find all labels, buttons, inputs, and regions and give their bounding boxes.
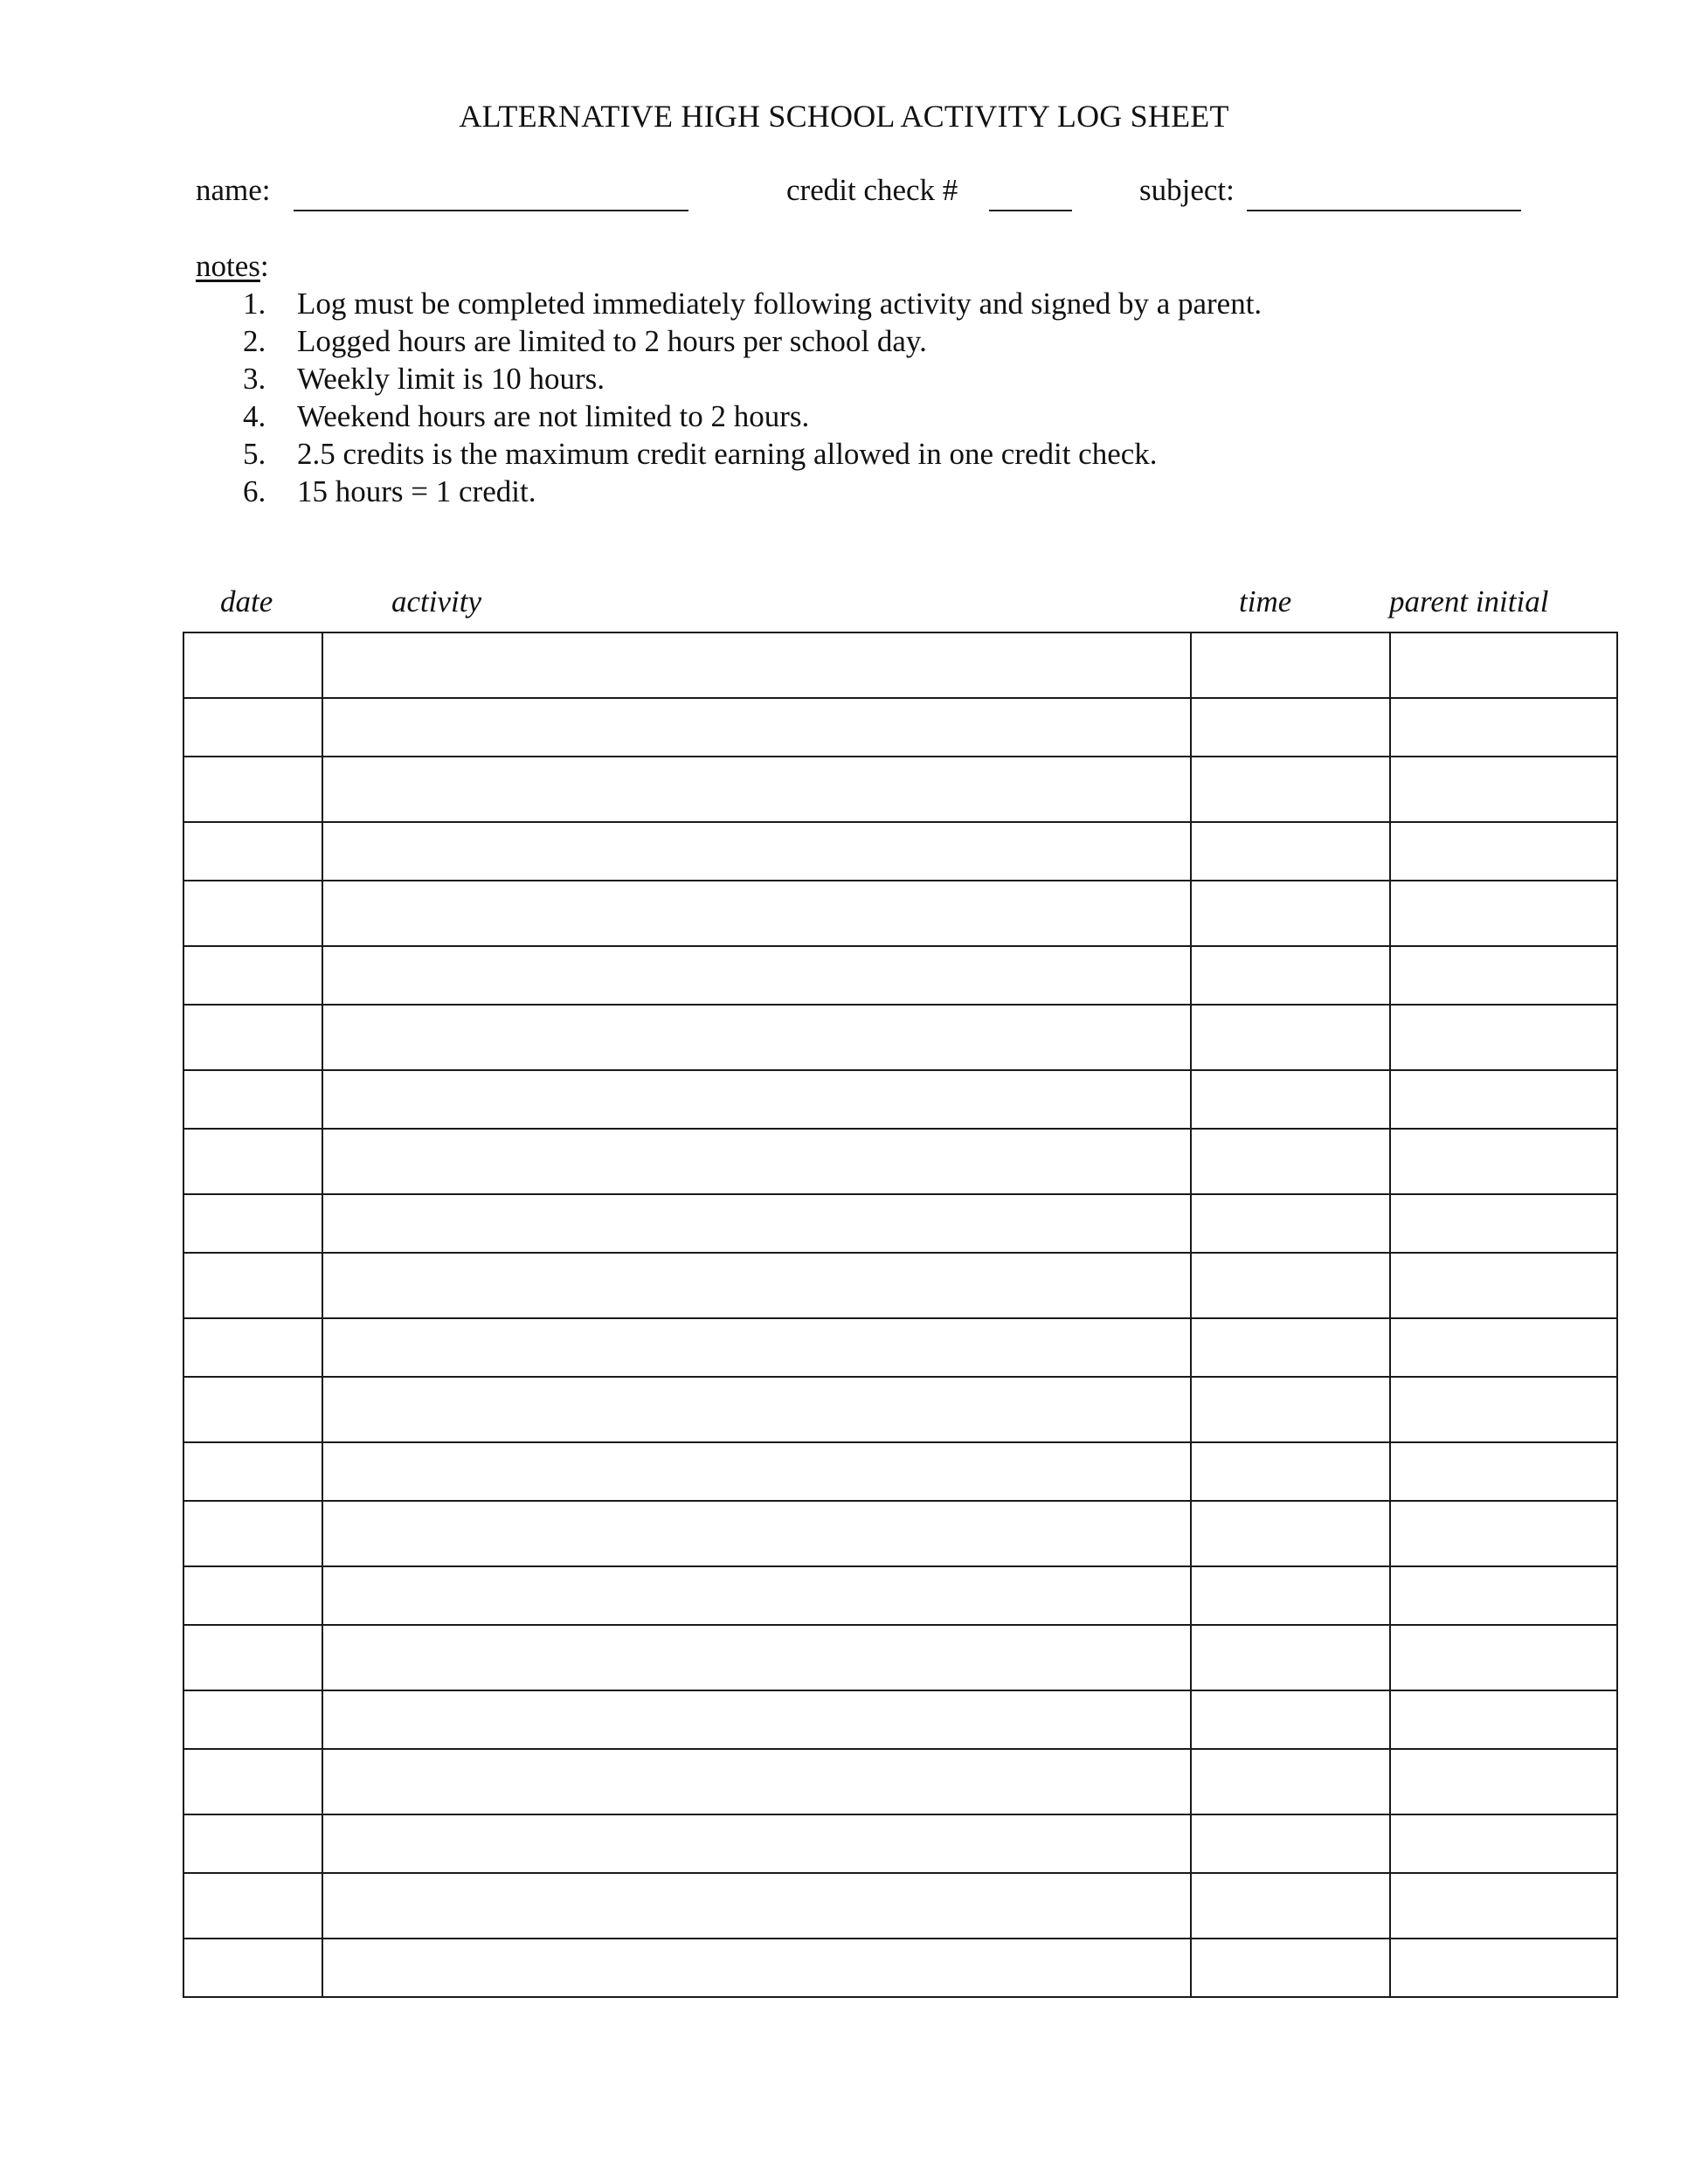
parent-initial-cell[interactable]: [1390, 1377, 1617, 1442]
date-cell[interactable]: [183, 1873, 322, 1939]
note-text: 2.5 credits is the maximum credit earning allowed in one credit check.: [297, 437, 1158, 471]
activity-cell[interactable]: [322, 1501, 1191, 1566]
time-cell[interactable]: [1191, 1749, 1390, 1814]
parent-initial-cell[interactable]: [1390, 822, 1617, 881]
note-text: Log must be completed immediately following activity and signed by a parent.: [297, 287, 1263, 321]
activity-cell[interactable]: [322, 1005, 1191, 1070]
time-cell[interactable]: [1191, 1690, 1390, 1749]
table-row: [183, 822, 1617, 881]
activity-cell[interactable]: [322, 1814, 1191, 1873]
table-row: [183, 1318, 1617, 1377]
note-number: 2.: [243, 324, 266, 358]
date-cell[interactable]: [183, 698, 322, 757]
table-row: [183, 1749, 1617, 1814]
parent-initial-cell[interactable]: [1390, 1442, 1617, 1501]
table-row: [183, 1814, 1617, 1873]
note-item: [243, 437, 1158, 472]
time-cell[interactable]: [1191, 632, 1390, 698]
table-row: [183, 1442, 1617, 1501]
activity-log-body: [183, 632, 1617, 1997]
time-cell[interactable]: [1191, 1501, 1390, 1566]
parent-initial-cell[interactable]: [1390, 1070, 1617, 1129]
time-cell[interactable]: [1191, 1814, 1390, 1873]
note-number: 1.: [243, 287, 266, 321]
notes-heading-text: notes: [196, 249, 260, 283]
table-row: [183, 1873, 1617, 1939]
table-row: [183, 1566, 1617, 1625]
note-item: [243, 474, 536, 509]
notes-heading: [196, 249, 269, 284]
activity-cell[interactable]: [322, 1194, 1191, 1253]
subject-label: subject:: [1139, 173, 1235, 207]
note-number: 5.: [243, 437, 266, 471]
table-row: [183, 632, 1617, 698]
activity-cell[interactable]: [322, 1129, 1191, 1194]
parent-initial-cell[interactable]: [1390, 1194, 1617, 1253]
table-row: [183, 1070, 1617, 1129]
note-item: [243, 362, 605, 397]
time-cell[interactable]: [1191, 1939, 1390, 1997]
activity-cell[interactable]: [322, 822, 1191, 881]
note-text: Weekly limit is 10 hours.: [297, 362, 605, 396]
time-cell[interactable]: [1191, 1566, 1390, 1625]
activity-cell[interactable]: [322, 1070, 1191, 1129]
time-cell[interactable]: [1191, 1253, 1390, 1318]
table-row: [183, 881, 1617, 946]
activity-cell[interactable]: [322, 1690, 1191, 1749]
time-cell[interactable]: [1191, 1194, 1390, 1253]
time-cell[interactable]: [1191, 757, 1390, 822]
parent-initial-cell[interactable]: [1390, 881, 1617, 946]
table-row: [183, 946, 1617, 1005]
table-row: [183, 1690, 1617, 1749]
date-cell[interactable]: [183, 1253, 322, 1318]
date-cell[interactable]: [183, 1939, 322, 1997]
time-cell[interactable]: [1191, 1873, 1390, 1939]
parent-initial-cell[interactable]: [1390, 1501, 1617, 1566]
time-cell[interactable]: [1191, 946, 1390, 1005]
note-text: Weekend hours are not limited to 2 hours.: [297, 399, 810, 433]
time-cell[interactable]: [1191, 1129, 1390, 1194]
date-cell[interactable]: [183, 757, 322, 822]
page-title: ALTERNATIVE HIGH SCHOOL ACTIVITY LOG SHEET: [459, 99, 1229, 134]
table-row: [183, 1005, 1617, 1070]
parent-initial-cell[interactable]: [1390, 1566, 1617, 1625]
time-cell[interactable]: [1191, 822, 1390, 881]
date-cell[interactable]: [183, 881, 322, 946]
parent-initial-cell[interactable]: [1390, 1873, 1617, 1939]
table-row: [183, 1939, 1617, 1997]
name-label: name:: [196, 173, 271, 207]
time-cell[interactable]: [1191, 698, 1390, 757]
credit-check-field[interactable]: [989, 210, 1072, 211]
parent-initial-cell[interactable]: [1390, 698, 1617, 757]
activity-cell[interactable]: [322, 1873, 1191, 1939]
table-row: [183, 1625, 1617, 1690]
parent-initial-cell[interactable]: [1390, 1129, 1617, 1194]
date-cell[interactable]: [183, 1566, 322, 1625]
subject-field[interactable]: [1247, 210, 1521, 211]
note-number: 4.: [243, 399, 266, 433]
activity-cell[interactable]: [322, 946, 1191, 1005]
parent-initial-cell[interactable]: [1390, 946, 1617, 1005]
activity-cell[interactable]: [322, 1566, 1191, 1625]
notes-heading-colon: :: [259, 249, 269, 283]
time-cell[interactable]: [1191, 1070, 1390, 1129]
activity-cell[interactable]: [322, 757, 1191, 822]
note-item: [243, 399, 809, 434]
table-row: [183, 1501, 1617, 1566]
table-row: [183, 1194, 1617, 1253]
parent-initial-cell[interactable]: [1390, 1318, 1617, 1377]
date-cell[interactable]: [183, 946, 322, 1005]
activity-cell[interactable]: [322, 1749, 1191, 1814]
date-cell[interactable]: [183, 1442, 322, 1501]
table-row: [183, 1253, 1617, 1318]
parent-initial-cell[interactable]: [1390, 632, 1617, 698]
activity-cell[interactable]: [322, 1442, 1191, 1501]
table-row: [183, 1377, 1617, 1442]
parent-initial-cell[interactable]: [1390, 1625, 1617, 1690]
date-cell[interactable]: [183, 1070, 322, 1129]
date-cell[interactable]: [183, 822, 322, 881]
date-cell[interactable]: [183, 1129, 322, 1194]
name-field[interactable]: [294, 210, 688, 211]
activity-cell[interactable]: [322, 1318, 1191, 1377]
table-row: [183, 698, 1617, 757]
parent-initial-cell[interactable]: [1390, 757, 1617, 822]
note-number: 6.: [243, 474, 266, 508]
activity-cell[interactable]: [322, 698, 1191, 757]
parent-initial-cell[interactable]: [1390, 1939, 1617, 1997]
note-text: 15 hours = 1 credit.: [297, 474, 536, 508]
note-number: 3.: [243, 362, 266, 396]
activity-cell[interactable]: [322, 1939, 1191, 1997]
table-row: [183, 757, 1617, 822]
parent-initial-cell[interactable]: [1390, 1814, 1617, 1873]
credit-check-label: credit check #: [786, 173, 958, 207]
column-header-date: date: [220, 584, 273, 619]
date-cell[interactable]: [183, 1814, 322, 1873]
time-cell[interactable]: [1191, 881, 1390, 946]
date-cell[interactable]: [183, 1690, 322, 1749]
time-cell[interactable]: [1191, 1005, 1390, 1070]
table-row: [183, 1129, 1617, 1194]
date-cell[interactable]: [183, 1377, 322, 1442]
activity-cell[interactable]: [322, 1253, 1191, 1318]
activity-cell[interactable]: [322, 632, 1191, 698]
column-header-parent-initial: parent initial: [1389, 584, 1549, 619]
date-cell[interactable]: [183, 1318, 322, 1377]
time-cell[interactable]: [1191, 1625, 1390, 1690]
activity-cell[interactable]: [322, 1625, 1191, 1690]
time-cell[interactable]: [1191, 1318, 1390, 1377]
parent-initial-cell[interactable]: [1390, 1005, 1617, 1070]
date-cell[interactable]: [183, 1501, 322, 1566]
parent-initial-cell[interactable]: [1390, 1690, 1617, 1749]
activity-cell[interactable]: [322, 1377, 1191, 1442]
time-cell[interactable]: [1191, 1442, 1390, 1501]
note-text: Logged hours are limited to 2 hours per school day.: [297, 324, 927, 358]
column-header-activity: activity: [391, 584, 482, 619]
parent-initial-cell[interactable]: [1390, 1253, 1617, 1318]
note-item: [243, 324, 927, 359]
time-cell[interactable]: [1191, 1377, 1390, 1442]
date-cell[interactable]: [183, 1749, 322, 1814]
date-cell[interactable]: [183, 1194, 322, 1253]
date-cell[interactable]: [183, 1005, 322, 1070]
date-cell[interactable]: [183, 632, 322, 698]
parent-initial-cell[interactable]: [1390, 1749, 1617, 1814]
activity-log-table: [183, 632, 1618, 1998]
column-header-time: time: [1239, 584, 1292, 619]
date-cell[interactable]: [183, 1625, 322, 1690]
activity-cell[interactable]: [322, 881, 1191, 946]
note-item: [243, 287, 1262, 321]
